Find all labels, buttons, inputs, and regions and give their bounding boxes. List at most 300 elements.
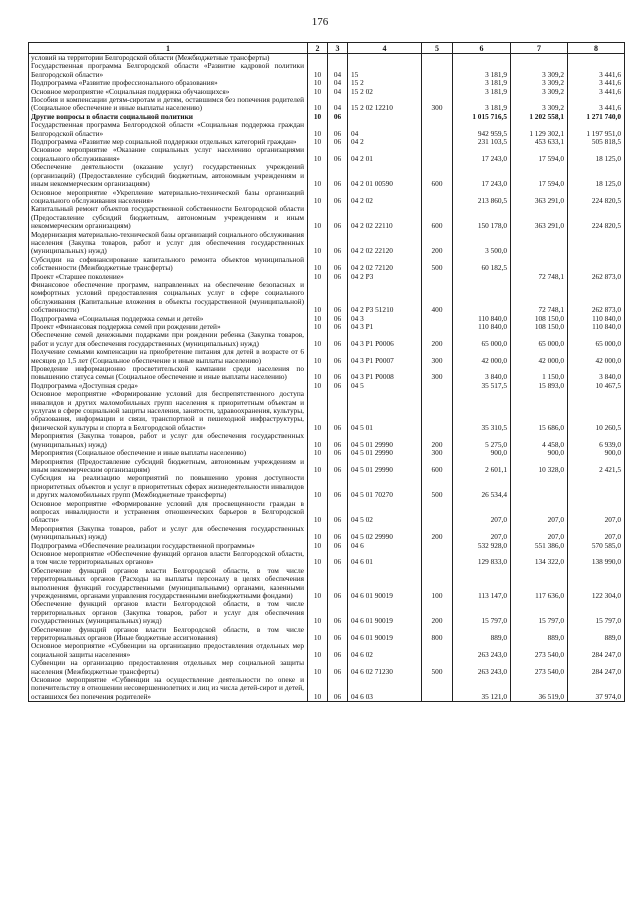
row-section: 10	[308, 365, 328, 382]
row-amount-year1: 213 860,5	[453, 189, 511, 206]
row-amount-year1: 263 243,0	[453, 642, 511, 659]
row-subsection: 06	[328, 432, 348, 449]
table-row	[29, 256, 625, 273]
row-amount-year2: 363 291,0	[511, 189, 568, 206]
row-amount-year2: 900,0	[511, 449, 568, 457]
row-amount-year2: 551 386,0	[511, 542, 568, 550]
row-amount-year3: 505 818,5	[568, 138, 625, 146]
row-expense-type	[422, 642, 453, 659]
row-amount-year1: 113 147,0	[453, 567, 511, 601]
table-row	[29, 146, 625, 163]
row-section: 10	[308, 600, 328, 625]
row-amount-year2: 36 519,0	[511, 676, 568, 702]
row-expense-type	[422, 315, 453, 323]
row-expense-type: 800	[422, 626, 453, 643]
row-target-code: 04 2 P3	[348, 273, 422, 281]
row-expense-type	[422, 138, 453, 146]
table-row	[29, 550, 625, 567]
row-section: 10	[308, 348, 328, 365]
row-amount-year1: 110 840,0	[453, 323, 511, 331]
row-amount-year3: 224 820,5	[568, 189, 625, 206]
row-name: Мероприятия (Социальное обеспечение и иные выплаты населению)	[29, 449, 308, 457]
table-row	[29, 281, 625, 315]
row-expense-type	[422, 62, 453, 79]
row-amount-year3: 110 840,0	[568, 323, 625, 331]
row-name: Мероприятия (Закупка товаров, работ и услуг для обеспечения государственных (муниципальных) нужд)	[29, 525, 308, 542]
row-target-code: 04 2 01	[348, 146, 422, 163]
row-amount-year3	[568, 256, 625, 273]
row-target-code: 15 2 02	[348, 88, 422, 96]
row-expense-type: 400	[422, 281, 453, 315]
table-row	[29, 600, 625, 625]
row-target-code: 04 2	[348, 138, 422, 146]
row-amount-year1: 3 500,0	[453, 231, 511, 256]
row-target-code: 04 3 P1 P0008	[348, 365, 422, 382]
row-section: 10	[308, 626, 328, 643]
row-target-code: 04 6 01	[348, 550, 422, 567]
row-expense-type: 500	[422, 659, 453, 676]
row-target-code: 04 5 01 29990	[348, 449, 422, 457]
row-target-code: 04 5	[348, 382, 422, 390]
row-amount-year1: 150 178,0	[453, 205, 511, 230]
row-target-code: 04 5 01 29990	[348, 458, 422, 475]
row-section: 10	[308, 500, 328, 525]
row-amount-year2: 3 309,2	[511, 96, 568, 113]
row-amount-year2: 42 000,0	[511, 348, 568, 365]
table-row	[29, 432, 625, 449]
row-section: 10	[308, 390, 328, 432]
row-subsection: 06	[328, 676, 348, 702]
row-section: 10	[308, 474, 328, 499]
row-name: Основное мероприятие «Обеспечение функций органов власти Белгородской области, в том числе территориальных органов»	[29, 550, 308, 567]
table-row	[29, 642, 625, 659]
row-target-code: 04 6 01 90019	[348, 600, 422, 625]
table-row	[29, 676, 625, 702]
row-section: 10	[308, 432, 328, 449]
row-amount-year2: 453 633,1	[511, 138, 568, 146]
row-section: 10	[308, 315, 328, 323]
row-expense-type: 300	[422, 365, 453, 382]
row-name: Основное мероприятие «Формирование условий для просвещенности граждан в вопросах инвалидности и устранения отношенческих барьеров в Белгородской области»	[29, 500, 308, 525]
table-row	[29, 163, 625, 188]
row-subsection: 04	[328, 62, 348, 79]
row-subsection: 04	[328, 96, 348, 113]
row-subsection: 06	[328, 458, 348, 475]
row-expense-type	[422, 146, 453, 163]
row-expense-type: 200	[422, 600, 453, 625]
row-section: 10	[308, 458, 328, 475]
row-amount-year1: 263 243,0	[453, 659, 511, 676]
row-amount-year2: 273 540,0	[511, 642, 568, 659]
row-expense-type: 200	[422, 525, 453, 542]
row-subsection: 06	[328, 163, 348, 188]
row-target-code: 04 6	[348, 542, 422, 550]
row-amount-year2: 108 150,0	[511, 315, 568, 323]
row-expense-type	[422, 542, 453, 550]
row-subsection: 04	[328, 79, 348, 87]
row-subsection: 06	[328, 382, 348, 390]
row-section: 10	[308, 205, 328, 230]
row-amount-year1: 60 182,5	[453, 256, 511, 273]
row-amount-year3: 262 873,0	[568, 273, 625, 281]
row-section: 10	[308, 525, 328, 542]
row-amount-year2: 65 000,0	[511, 331, 568, 348]
row-amount-year2: 15 797,0	[511, 600, 568, 625]
row-target-code: 04 6 03	[348, 676, 422, 702]
row-expense-type	[422, 500, 453, 525]
table-row	[29, 96, 625, 113]
row-expense-type	[422, 54, 453, 63]
row-amount-year2: 15 893,0	[511, 382, 568, 390]
row-subsection: 06	[328, 231, 348, 256]
row-amount-year2: 134 322,0	[511, 550, 568, 567]
row-section: 10	[308, 323, 328, 331]
row-amount-year1: 5 275,0	[453, 432, 511, 449]
row-amount-year2: 4 458,0	[511, 432, 568, 449]
table-row	[29, 231, 625, 256]
column-header-8: 8	[568, 43, 625, 54]
row-amount-year1: 110 840,0	[453, 315, 511, 323]
row-amount-year1: 35 310,5	[453, 390, 511, 432]
row-amount-year1: 65 000,0	[453, 331, 511, 348]
row-amount-year2: 3 309,2	[511, 62, 568, 79]
row-section: 10	[308, 121, 328, 138]
row-name: Субсидия на реализацию мероприятий по повышению уровня доступности приоритетных объектов и услуг в приоритетных сферах жизнедеятельности инвалидов и других маломобильных групп (Межбюджетные трансферты)	[29, 474, 308, 499]
row-amount-year3: 1 271 740,0	[568, 113, 625, 121]
row-section: 10	[308, 163, 328, 188]
row-target-code: 04 2 02 72120	[348, 256, 422, 273]
row-section: 10	[308, 96, 328, 113]
row-section: 10	[308, 676, 328, 702]
row-amount-year3: 900,0	[568, 449, 625, 457]
row-subsection: 06	[328, 449, 348, 457]
row-name: Подпрограмма «Развитие мер социальной поддержки отдельных категорий граждан»	[29, 138, 308, 146]
table-row	[29, 474, 625, 499]
row-amount-year2: 108 150,0	[511, 323, 568, 331]
row-amount-year2: 207,0	[511, 525, 568, 542]
row-section: 10	[308, 382, 328, 390]
page-number: 176	[311, 16, 329, 28]
row-amount-year3: 15 797,0	[568, 600, 625, 625]
row-target-code: 04 2 02 22120	[348, 231, 422, 256]
table-row	[29, 121, 625, 138]
row-section: 10	[308, 550, 328, 567]
row-target-code: 15	[348, 62, 422, 79]
row-target-code: 04 2 01 00590	[348, 163, 422, 188]
row-amount-year3: 889,0	[568, 626, 625, 643]
table-row	[29, 390, 625, 432]
row-subsection: 06	[328, 146, 348, 163]
row-amount-year3: 65 000,0	[568, 331, 625, 348]
row-subsection: 06	[328, 365, 348, 382]
row-amount-year1: 3 181,9	[453, 96, 511, 113]
table-header	[29, 43, 625, 54]
row-section: 10	[308, 146, 328, 163]
row-name: Получение семьями компенсации на приобретение питания для детей в возрасте от 6 месяцев до 1,5 лет (Социальное обеспечение и иные выплаты населению)	[29, 348, 308, 365]
row-expense-type: 600	[422, 205, 453, 230]
row-amount-year1: 129 833,0	[453, 550, 511, 567]
row-expense-type	[422, 79, 453, 87]
row-amount-year1: 900,0	[453, 449, 511, 457]
table-row	[29, 348, 625, 365]
row-section: 10	[308, 281, 328, 315]
table-row	[29, 626, 625, 643]
row-name: Обеспечение семей денежными подарками при рождении ребенка (Закупка товаров, работ и услуг для обеспечения государственных (муниципальных) нужд)	[29, 331, 308, 348]
row-amount-year1: 3 181,9	[453, 79, 511, 87]
row-amount-year1: 2 601,1	[453, 458, 511, 475]
row-amount-year3: 3 441,6	[568, 62, 625, 79]
row-amount-year3: 42 000,0	[568, 348, 625, 365]
row-amount-year3: 284 247,0	[568, 642, 625, 659]
row-name: Субсидии на софинансирование капитального ремонта объектов муниципальной собственности (Межбюджетные трансферты)	[29, 256, 308, 273]
row-name: Подпрограмма «Развитие профессионального образования»	[29, 79, 308, 87]
row-amount-year2: 72 748,1	[511, 273, 568, 281]
row-subsection: 06	[328, 550, 348, 567]
row-expense-type: 500	[422, 474, 453, 499]
row-section: 10	[308, 189, 328, 206]
row-name: Проект «Старшее поколение»	[29, 273, 308, 281]
row-amount-year3: 18 125,0	[568, 146, 625, 163]
row-expense-type: 600	[422, 163, 453, 188]
row-target-code: 04 5 02 29990	[348, 525, 422, 542]
row-target-code: 15 2 02 12210	[348, 96, 422, 113]
row-amount-year1: 17 243,0	[453, 146, 511, 163]
row-amount-year2: 117 636,0	[511, 567, 568, 601]
row-section	[308, 54, 328, 63]
row-target-code: 15 2	[348, 79, 422, 87]
row-subsection: 06	[328, 205, 348, 230]
row-expense-type	[422, 550, 453, 567]
table-row	[29, 525, 625, 542]
row-amount-year3: 284 247,0	[568, 659, 625, 676]
row-target-code: 04 3 P1	[348, 323, 422, 331]
row-section: 10	[308, 642, 328, 659]
row-amount-year1: 231 103,5	[453, 138, 511, 146]
row-target-code: 04 6 01 90019	[348, 567, 422, 601]
table-row	[29, 458, 625, 475]
row-amount-year3: 110 840,0	[568, 315, 625, 323]
row-amount-year2	[511, 256, 568, 273]
row-expense-type: 200	[422, 432, 453, 449]
row-expense-type: 200	[422, 331, 453, 348]
row-name: Основное мероприятие «Формирование условий для беспрепятственного доступа инвалидов и других маломобильных групп населения к приоритетным объектам и услугам в сфере социальной защиты населения, занятости, здравоохранения, культуры, образования, информации и связи, транспортной и пешеходной инфраструктуры, физической культуры и спорта в Белгородской области»	[29, 390, 308, 432]
row-name: Капитальный ремонт объектов государственной собственности Белгородской области (Предоставление субсидий бюджетным, автономным учреждениям и иным некоммерческим организациям)	[29, 205, 308, 230]
row-section: 10	[308, 659, 328, 676]
column-header-5: 5	[422, 43, 453, 54]
row-target-code: 04 2 02	[348, 189, 422, 206]
column-header-2: 2	[308, 43, 328, 54]
column-header-3: 3	[328, 43, 348, 54]
row-section: 10	[308, 231, 328, 256]
row-amount-year2: 1 129 302,1	[511, 121, 568, 138]
row-expense-type: 200	[422, 231, 453, 256]
row-section: 10	[308, 273, 328, 281]
row-expense-type	[422, 121, 453, 138]
row-subsection: 06	[328, 600, 348, 625]
row-name: Государственная программа Белгородской области «Развитие кадровой политики Белгородской области»	[29, 62, 308, 79]
row-subsection: 06	[328, 121, 348, 138]
row-expense-type: 500	[422, 256, 453, 273]
row-amount-year3: 207,0	[568, 525, 625, 542]
row-name: Субвенции на организацию предоставления отдельных мер социальной защиты населения (Межбюджетные трансферты)	[29, 659, 308, 676]
row-subsection: 06	[328, 331, 348, 348]
row-subsection: 06	[328, 500, 348, 525]
row-subsection: 06	[328, 659, 348, 676]
row-expense-type	[422, 273, 453, 281]
row-amount-year1: 207,0	[453, 525, 511, 542]
row-amount-year1	[453, 54, 511, 63]
row-subsection: 06	[328, 256, 348, 273]
row-target-code: 04 5 01 29990	[348, 432, 422, 449]
table-row	[29, 189, 625, 206]
row-amount-year1: 15 797,0	[453, 600, 511, 625]
row-section: 10	[308, 542, 328, 550]
row-amount-year3: 1 197 951,0	[568, 121, 625, 138]
row-subsection: 06	[328, 348, 348, 365]
column-header-1: 1	[29, 43, 308, 54]
row-name: Подпрограмма «Социальная поддержка семьи и детей»	[29, 315, 308, 323]
row-expense-type	[422, 676, 453, 702]
row-name: Модернизация материально-технической базы организаций социального обслуживания населения (Закупка товаров, работ и услуг для обеспечения государственных (муниципальных) нужд)	[29, 231, 308, 256]
row-target-code: 04 6 02	[348, 642, 422, 659]
row-expense-type: 600	[422, 458, 453, 475]
table-row	[29, 62, 625, 79]
row-amount-year1	[453, 281, 511, 315]
row-subsection: 06	[328, 626, 348, 643]
row-amount-year1: 26 534,4	[453, 474, 511, 499]
row-amount-year3: 3 840,0	[568, 365, 625, 382]
row-amount-year2: 363 291,0	[511, 205, 568, 230]
row-name: Основное мероприятие «Субвенции на организацию предоставления отдельных мер социальной защиты населения»	[29, 642, 308, 659]
row-amount-year3	[568, 474, 625, 499]
row-section: 10	[308, 88, 328, 96]
row-subsection: 06	[328, 323, 348, 331]
row-amount-year2: 1 202 558,1	[511, 113, 568, 121]
row-amount-year3: 37 974,0	[568, 676, 625, 702]
row-name: Обеспечение функций органов власти Белгородской области, в том числе территориальных органов (Закупка товаров, работ и услуг для обеспечения государственных (муниципальных) нужд)	[29, 600, 308, 625]
row-amount-year2: 72 748,1	[511, 281, 568, 315]
row-subsection: 06	[328, 138, 348, 146]
row-subsection: 06	[328, 113, 348, 121]
row-section: 10	[308, 62, 328, 79]
row-section: 10	[308, 567, 328, 601]
row-amount-year2: 15 686,0	[511, 390, 568, 432]
row-target-code	[348, 54, 422, 63]
table-row	[29, 567, 625, 601]
row-amount-year3: 3 441,6	[568, 96, 625, 113]
budget-table	[28, 42, 625, 702]
row-subsection: 04	[328, 88, 348, 96]
table-body	[29, 54, 625, 702]
row-subsection: 06	[328, 525, 348, 542]
row-amount-year3: 224 820,5	[568, 205, 625, 230]
row-amount-year3: 207,0	[568, 500, 625, 525]
row-name: Основное мероприятие «Укрепление материально-технической базы организаций социального обслуживания населения»	[29, 189, 308, 206]
row-section: 10	[308, 256, 328, 273]
row-expense-type	[422, 382, 453, 390]
row-amount-year2: 207,0	[511, 500, 568, 525]
row-name: Обеспечение деятельности (оказание услуг) государственных учреждений (организаций) (Предоставление субсидий бюджетным, автономным учреждениям и иным некоммерческим организациям)	[29, 163, 308, 188]
row-target-code: 04 3 P1 P0006	[348, 331, 422, 348]
row-amount-year2: 3 309,2	[511, 88, 568, 96]
row-amount-year2: 889,0	[511, 626, 568, 643]
row-name: Проект «Финансовая поддержка семей при рождении детей»	[29, 323, 308, 331]
table-row	[29, 659, 625, 676]
row-subsection: 06	[328, 474, 348, 499]
row-name: Мероприятия (Предоставление субсидий бюджетным, автономным учреждениям и иным некоммерческим организациям)	[29, 458, 308, 475]
row-name: Подпрограмма «Обеспечение реализации государственной программы»	[29, 542, 308, 550]
row-target-code: 04 3	[348, 315, 422, 323]
row-name: Основное мероприятие «Субвенции на осуществление деятельности по опеке и попечительству в отношении несовершеннолетних и лиц из числа детей-сирот и детей, оставшихся без попечения родителей»	[29, 676, 308, 702]
row-name: Мероприятия (Закупка товаров, работ и услуг для обеспечения государственных (муниципальных) нужд)	[29, 432, 308, 449]
row-target-code: 04 2 P3 51210	[348, 281, 422, 315]
row-name: Пособия и компенсации детям-сиротам и детям, оставшимся без попечения родителей (Социальное обеспечение и иные выплаты населению)	[29, 96, 308, 113]
row-name: Государственная программа Белгородской области «Социальная поддержка граждан Белгородской области»	[29, 121, 308, 138]
row-name: Другие вопросы в области социальной политики	[29, 113, 308, 121]
row-subsection: 06	[328, 315, 348, 323]
row-amount-year1: 942 959,5	[453, 121, 511, 138]
row-amount-year1: 1 015 716,5	[453, 113, 511, 121]
row-target-code: 04 5 02	[348, 500, 422, 525]
row-amount-year2: 17 594,0	[511, 163, 568, 188]
row-amount-year2: 17 594,0	[511, 146, 568, 163]
row-subsection: 06	[328, 273, 348, 281]
row-name: условий на территории Белгородской области (Межбюджетные трансферты)	[29, 54, 308, 63]
row-amount-year3: 2 421,5	[568, 458, 625, 475]
row-section: 10	[308, 113, 328, 121]
row-amount-year2	[511, 54, 568, 63]
row-target-code	[348, 113, 422, 121]
row-section: 10	[308, 331, 328, 348]
row-subsection: 06	[328, 542, 348, 550]
row-expense-type	[422, 113, 453, 121]
column-header-4: 4	[348, 43, 422, 54]
row-amount-year1: 17 243,0	[453, 163, 511, 188]
row-amount-year1: 889,0	[453, 626, 511, 643]
row-amount-year3: 570 585,0	[568, 542, 625, 550]
table-row	[29, 500, 625, 525]
row-name: Основное мероприятие «Оказание социальных услуг населению организациями социального обслуживания»	[29, 146, 308, 163]
row-amount-year1: 3 840,0	[453, 365, 511, 382]
row-amount-year1: 35 121,0	[453, 676, 511, 702]
row-amount-year1: 35 517,5	[453, 382, 511, 390]
row-target-code: 04	[348, 121, 422, 138]
row-target-code: 04 5 01 70270	[348, 474, 422, 499]
row-subsection: 06	[328, 390, 348, 432]
row-amount-year3: 138 990,0	[568, 550, 625, 567]
row-amount-year1	[453, 273, 511, 281]
row-amount-year2: 1 150,0	[511, 365, 568, 382]
row-amount-year3: 10 467,5	[568, 382, 625, 390]
column-header-6: 6	[453, 43, 511, 54]
row-amount-year3: 262 873,0	[568, 281, 625, 315]
row-expense-type: 300	[422, 96, 453, 113]
row-subsection: 06	[328, 567, 348, 601]
row-expense-type	[422, 323, 453, 331]
row-amount-year3: 18 125,0	[568, 163, 625, 188]
row-target-code: 04 6 02 71230	[348, 659, 422, 676]
row-amount-year1: 532 928,0	[453, 542, 511, 550]
row-section: 10	[308, 79, 328, 87]
table-row	[29, 205, 625, 230]
row-subsection: 06	[328, 281, 348, 315]
row-amount-year3: 3 441,6	[568, 79, 625, 87]
row-name: Обеспечение функций органов власти Белгородской области, в том числе территориальных органов (Расходы на выплаты персоналу в целях обеспечения выполнения функций государственными (муниципальными) органами, казенными учреждениями, органами управления государственными внебюджетными фондами)	[29, 567, 308, 601]
row-amount-year3: 3 441,6	[568, 88, 625, 96]
row-target-code: 04 3 P1 P0007	[348, 348, 422, 365]
table-row	[29, 365, 625, 382]
row-expense-type	[422, 390, 453, 432]
